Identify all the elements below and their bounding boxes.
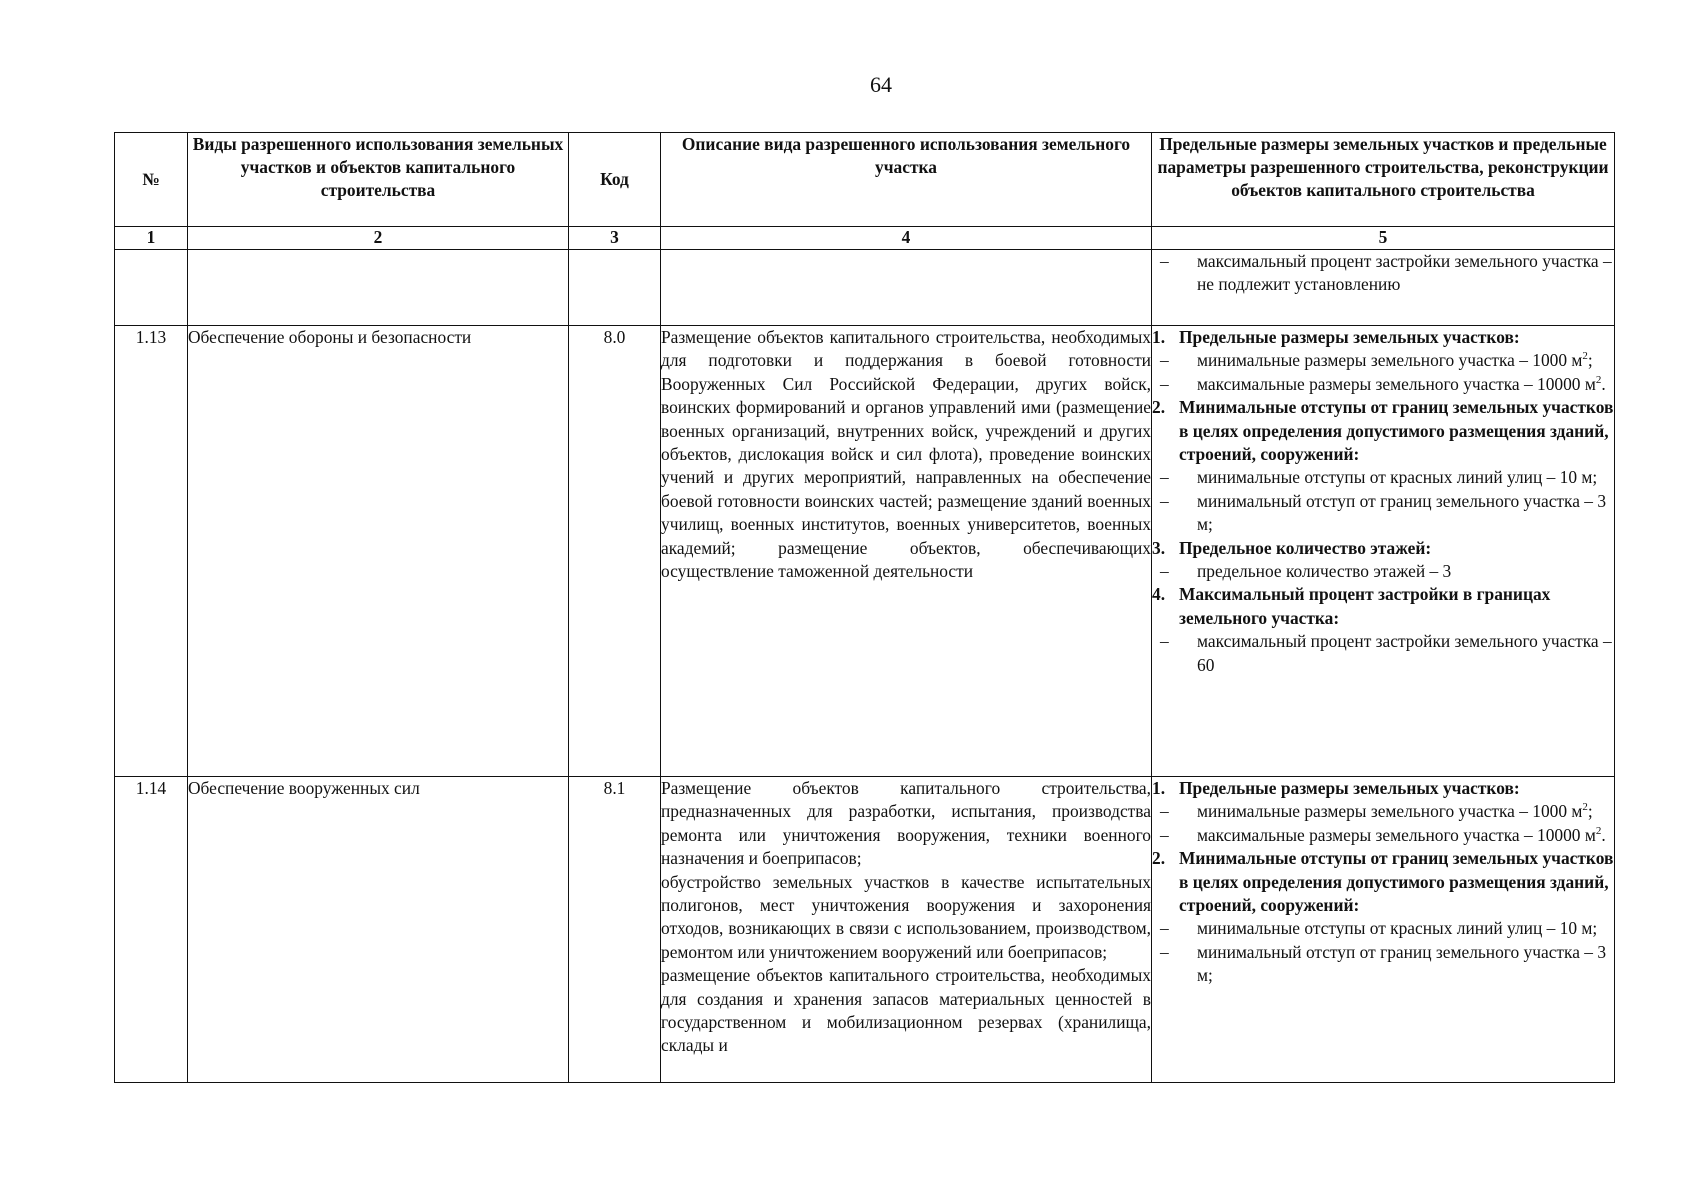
use-code: 8.1 bbox=[569, 777, 661, 1083]
list-item: – минимальные размеры земельного участка – 1000 $м^2$; bbox=[1160, 350, 1593, 371]
table-row-continuation bbox=[115, 250, 1615, 326]
page-number: 64 bbox=[870, 72, 892, 97]
use-type-name: Обеспечение вооруженных сил bbox=[188, 777, 569, 1083]
header-parameters: Предельные размеры земельных участков и предельные параметры разрешенного строительства, реконструкции объектов капитального строительства bbox=[1152, 133, 1615, 227]
header-use-types: Виды разрешенного использования земельных участков и объектов капитального строительства bbox=[188, 133, 569, 227]
dash-marker: – bbox=[1160, 251, 1169, 271]
land-use-table bbox=[114, 132, 1615, 1083]
list-item: – минимальный отступ от границ земельного участка – 3 м; bbox=[1160, 941, 1607, 986]
header-description: Описание вида разрешенного использования земельного участка bbox=[661, 133, 1152, 227]
header-code: Код bbox=[569, 133, 661, 227]
row-number: 1.13 bbox=[115, 326, 188, 777]
column-number: 5 bbox=[1152, 227, 1615, 250]
column-number: 1 bbox=[115, 227, 188, 250]
section-title: 4. Максимальный процент застройки в границах земельного участка: bbox=[1152, 584, 1551, 628]
section-title: 2. Минимальные отступы от границ земельных участков в целях определения допустимого размещения зданий, строений, сооружений: bbox=[1152, 848, 1614, 916]
parameters-cell bbox=[1152, 326, 1615, 777]
row-number: 1.14 bbox=[115, 777, 188, 1083]
column-number: 4 bbox=[661, 227, 1152, 250]
list-item: – минимальный отступ от границ земельного участка – 3 м; bbox=[1160, 490, 1607, 535]
header-number: № bbox=[115, 133, 188, 227]
use-description: Размещение объектов капитального строительства, необходимых для подготовки и поддержания в боевой готовности Вооруженных Сил Российской Федерации, других войск, воинских формирований и органов управлений ими (размещение военных организаций, внутренних войск, учреждений и других объектов, дислокация войск и сил флота), проведение воинских учений и других мероприятий, направленных на обеспечение боевой готовности воинских частей; размещение зданий военных училищ, военных институтов, военных университетов, военных академий; размещение объектов, обеспечивающих осуществление таможенной деятельности bbox=[661, 326, 1152, 777]
column-number: 2 bbox=[188, 227, 569, 250]
table-header-row bbox=[115, 133, 1615, 227]
section-title: 3. Предельное количество этажей: bbox=[1152, 537, 1432, 558]
list-item: – максимальный процент застройки земельного участка – не подлежит установлению bbox=[1152, 250, 1614, 297]
list-item: – предельное количество этажей – 3 bbox=[1160, 561, 1452, 582]
section-title: 1. Предельные размеры земельных участков: bbox=[1152, 327, 1520, 347]
list-item: – максимальные размеры земельного участка – 10000 $м^2$. bbox=[1160, 824, 1606, 845]
column-numbers-row bbox=[115, 227, 1615, 250]
list-item: – максимальные размеры земельного участка – 10000 $м^2$. bbox=[1160, 373, 1606, 394]
table-row bbox=[115, 777, 1615, 1083]
list-item: – минимальные отступы от красных линий улиц – 10 м; bbox=[1160, 467, 1598, 488]
use-code: 8.0 bbox=[569, 326, 661, 777]
column-number: 3 bbox=[569, 227, 661, 250]
use-description: Размещение объектов капитального строительства, предназначенных для разработки, испытания, производства ремонта или уничтожения вооружения, техники военного назначения и боеприпасов; обустройство земельных участков в качестве испытательных полигонов, мест уничтожения вооружения и захоронения отходов, возникающих в связи с использованием, производством, ремонтом или уничтожением вооружений или боеприпасов; размещение объектов капитального строительства, необходимых для создания и хранения запасов материальных ценностей в государственном и мобилизационном резервах (хранилища, склады и bbox=[661, 777, 1152, 1083]
section-title: 1. Предельные размеры земельных участков: bbox=[1152, 778, 1520, 798]
use-type-name: Обеспечение обороны и безопасности bbox=[188, 326, 569, 777]
table-row bbox=[115, 326, 1615, 777]
parameters-cell bbox=[1152, 250, 1615, 326]
list-item: – минимальные отступы от красных линий улиц – 10 м; bbox=[1160, 918, 1598, 939]
section-title: 2. Минимальные отступы от границ земельных участков в целях определения допустимого размещения зданий, строений, сооружений: bbox=[1152, 397, 1614, 465]
list-item: – максимальный процент застройки земельного участка – 60 bbox=[1160, 631, 1612, 675]
list-item: – минимальные размеры земельного участка – 1000 $м^2$; bbox=[1160, 801, 1593, 822]
parameters-cell bbox=[1152, 777, 1615, 1083]
